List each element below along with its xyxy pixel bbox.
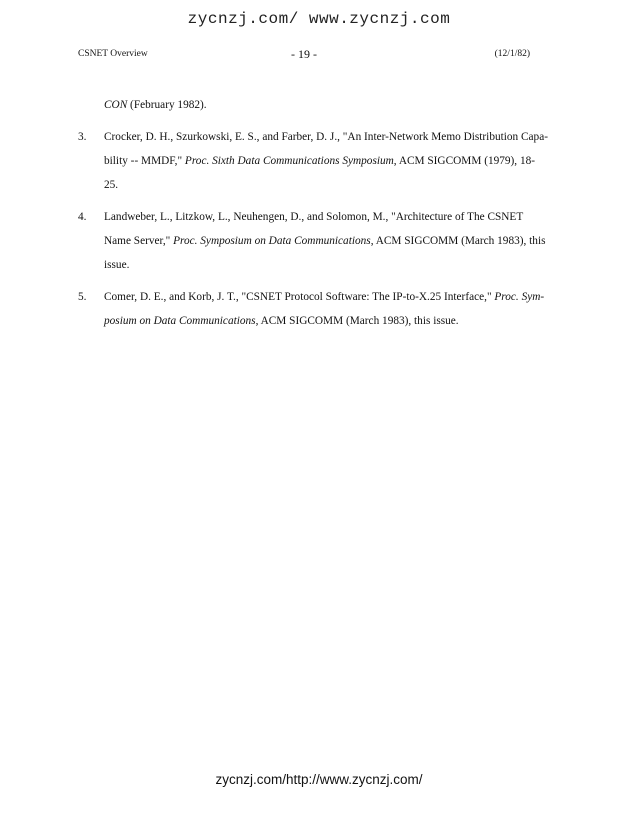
reference-line <box>104 149 536 173</box>
reference-text-segment: issue. <box>104 259 130 271</box>
reference-text-segment: Landweber, L., Litzkow, L., Neuhengen, D., and Solomon, M., "Architecture of The CSNET <box>104 211 524 223</box>
references <box>78 125 548 333</box>
continuation-text: (February 1982). <box>127 99 207 111</box>
reference-line <box>104 125 548 149</box>
reference-text-segment: Name Server," <box>104 235 174 247</box>
reference-line <box>104 285 545 309</box>
reference-text-segment: Crocker, D. H., Szurkowski, E. S., and Farber, D. J., "An Inter-Network Memo Distribution Capa- <box>104 131 548 143</box>
reference-number: 3. <box>78 131 87 143</box>
reference-line <box>104 173 530 197</box>
reference-text-segment: , ACM SIGCOMM (March 1983), this <box>370 235 546 247</box>
continuation-italic: CON <box>104 99 128 111</box>
reference-italic-segment: posium on Data Communications <box>104 315 256 327</box>
header-date: (12/1/82) <box>494 49 530 59</box>
page-number: - 19 - <box>291 47 317 61</box>
running-header <box>78 46 530 62</box>
reference-italic-segment: Proc. Symposium on Data Communications <box>173 235 371 247</box>
reference-italic-segment: Proc. Sym- <box>494 291 545 303</box>
reference-item <box>78 285 545 333</box>
reference-line <box>104 205 530 229</box>
reference-text-segment: 25. <box>104 179 119 191</box>
reference-text-segment: , ACM SIGCOMM (1979), 18- <box>393 155 536 167</box>
reference-line <box>104 309 530 333</box>
reference-line <box>104 253 530 277</box>
reference-text-segment: bility -- MMDF," <box>104 155 185 167</box>
watermark-top: zycnzj.com/ www.zycnzj.com <box>187 10 451 28</box>
reference-text-segment: , ACM SIGCOMM (March 1983), this issue. <box>255 315 459 327</box>
reference-italic-segment: Proc. Sixth Data Communications Symposium <box>184 155 394 167</box>
reference-item <box>78 205 546 277</box>
reference-number: 4. <box>78 211 87 223</box>
watermark-bottom: zycnzj.com/http://www.zycnzj.com/ <box>215 772 423 787</box>
reference-continuation <box>78 93 530 117</box>
reference-number: 5. <box>78 291 87 303</box>
reference-line <box>104 229 546 253</box>
reference-list <box>78 93 548 341</box>
header-title: CSNET Overview <box>78 49 148 59</box>
reference-item <box>78 125 548 197</box>
reference-text-segment: Comer, D. E., and Korb, J. T., "CSNET Protocol Software: The IP-to-X.25 Interface," <box>104 291 495 303</box>
